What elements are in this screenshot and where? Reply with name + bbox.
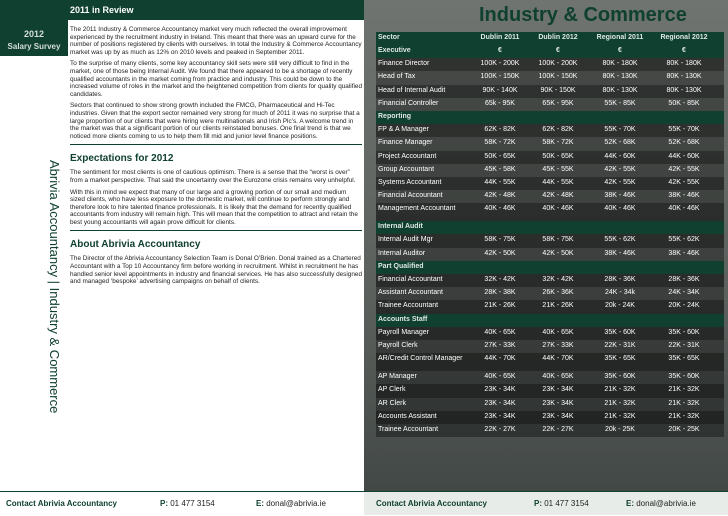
table-row: [376, 274, 724, 287]
salary-cell: 40K - 46K: [604, 205, 636, 213]
column-header: Sector: [378, 34, 400, 41]
salary-cell: 23K - 34K: [484, 386, 516, 394]
salary-cell: 42K - 50K: [484, 249, 516, 257]
row-label: Payroll Clerk: [378, 341, 418, 349]
table-row: [376, 327, 724, 340]
salary-cell: 80K - 180K: [602, 60, 638, 68]
salary-cell: 28K - 36K: [604, 276, 636, 283]
row-label: AR/Credit Control Manager: [378, 355, 463, 363]
salary-cell: 42K - 48K: [542, 192, 574, 200]
salary-cell: 44K - 60K: [668, 152, 700, 160]
salary-cell: 44K - 70K: [542, 355, 574, 363]
salary-cell: 21K - 26K: [484, 302, 516, 310]
salary-cell: 80K - 130K: [602, 73, 638, 81]
salary-cell: 90K - 140K: [482, 86, 518, 94]
salary-cell: 40K - 46K: [484, 205, 516, 213]
expectations-paragraph: With this in mind we expect that many of our large and a growing portion of our small and medium sized clients, who have less exposure to the domestic market, will continue to perform strongly and therefore look to hire talented finance professionals. It is likely that the demand for recently qualified accountants from industry will remain high. This will mean that the competition to attract and retain the best young accountants will again prove difficult for clients.: [70, 188, 358, 226]
salary-cell: 40K - 65K: [484, 373, 516, 381]
review-paragraph: The 2011 Industry & Commerce Accountancy market very much reflected the overall improvement experienced by the recruitment industry in Ireland. This meant that there was an upward curve for the number of positions registered by clients with ourselves. In total the Industry & Commerce Accountancy market was up by as much as 12% on 2010 levels and peaked in September 2011.: [70, 26, 362, 56]
salary-cell: 55K - 62K: [604, 236, 636, 244]
table-category-row: [376, 221, 724, 234]
salary-cell: 27K - 33K: [484, 341, 516, 349]
salary-cell: 42K - 55K: [668, 165, 700, 173]
footer-email: [626, 499, 696, 508]
phone-value: 01 477 3154: [170, 499, 215, 508]
salary-cell: 22K - 27K: [484, 425, 516, 433]
row-label: Financial Accountant: [378, 192, 443, 200]
salary-cell: 35K - 65K: [668, 355, 700, 363]
salary-cell: 80K - 130K: [666, 86, 702, 94]
salary-cell: 38K - 46K: [604, 249, 636, 257]
phone-value: 01 477 3154: [544, 499, 589, 508]
salary-cell: 38K - 46K: [668, 249, 700, 257]
salary-cell: 42K - 48K: [484, 192, 516, 200]
salary-cell: 42K - 55K: [604, 178, 636, 186]
row-label: Trainee Accountant: [378, 425, 439, 433]
about-paragraph: The Director of the Abrivia Accountancy Selection Team is Donal O’Brien. Donal trained as a Chartered Accountant with a Top 10 Accountancy firm before working in recruitment. Whilst in recruitment he has handled senior level appointments in industry and financial services. He has also successfully designed and managed ‘bespoke’ advertising campaigns on behalf of clients.: [70, 255, 363, 286]
row-label: Payroll Manager: [378, 328, 429, 336]
row-label: Trainee Accountant: [378, 302, 439, 310]
salary-cell: 35K - 60K: [668, 328, 700, 336]
page-title: Industry & Commerce: [479, 4, 687, 26]
phone-label: P:: [534, 499, 542, 508]
salary-cell: €: [618, 47, 622, 54]
table-row: [376, 203, 724, 221]
table-row: [376, 58, 724, 71]
row-label: Internal Auditor: [378, 249, 426, 257]
row-label: Project Accountant: [378, 152, 437, 160]
salary-cell: 40K - 46K: [542, 205, 574, 213]
salary-cell: 80K - 130K: [666, 73, 702, 81]
salary-cell: 65k - 95K: [485, 99, 515, 107]
salary-cell: 22K - 31K: [604, 341, 636, 349]
row-label: AP Manager: [378, 373, 417, 381]
salary-cell: 58K - 75K: [542, 236, 574, 244]
table-row: [376, 137, 724, 150]
row-label: Head of Tax: [378, 73, 416, 81]
salary-cell: 26K - 36K: [542, 289, 574, 297]
salary-cell: 35K - 65K: [604, 355, 636, 363]
salary-cell: 28K - 36K: [668, 276, 700, 283]
salary-cell: 42K - 50K: [542, 249, 574, 257]
salary-cell: 40K - 46K: [668, 205, 700, 213]
row-label: Finance Manager: [378, 139, 433, 147]
left-footer: [0, 491, 364, 516]
footer-phone: [534, 499, 589, 508]
table-row: [376, 411, 724, 424]
review-paragraph: Sectors that continued to show strong growth included the FMCG, Pharmaceutical and Hi-Tec industries. Given that the export sector remained very strong for much of 2011 it was no surprise that a large proportion of our clients that were hiring were multinationals and Irish Plc’s. A welcome trend in the market was that a significant portion of our clients reinstated bonuses. One final trend is that we noticed more clients coming to us to help them fill mid and junior level finance positions.: [70, 102, 360, 140]
salary-cell: 80K - 130K: [602, 86, 638, 94]
row-label: FP & A Manager: [378, 126, 429, 134]
salary-cell: 100K - 150K: [538, 73, 578, 81]
table-row: [376, 164, 724, 177]
column-header: Regional 2012: [660, 34, 708, 41]
salary-cell: 35K - 60K: [604, 328, 636, 336]
footer-phone: [160, 499, 215, 508]
salary-cell: 45K - 55K: [542, 165, 574, 173]
salary-cell: 21K - 32K: [604, 399, 636, 407]
salary-cell: 20K - 25K: [668, 425, 700, 433]
footer-contact: Contact Abrivia Accountancy: [376, 499, 487, 508]
table-row: [376, 424, 724, 437]
review-title: 2011 in Review: [70, 5, 134, 15]
expectations-heading: Expectations for 2012: [70, 153, 174, 165]
about-heading: About Abrivia Accountancy: [70, 239, 201, 251]
salary-cell: 23K - 34K: [542, 412, 574, 420]
row-label: AP Clerk: [378, 386, 406, 394]
column-header: Dublin 2012: [538, 34, 578, 41]
row-label: Accounts Staff: [378, 315, 428, 323]
table-row: [376, 151, 724, 164]
row-label: Systems Accountant: [378, 178, 442, 186]
row-label: Internal Audit: [378, 223, 423, 231]
table-row: [376, 85, 724, 98]
row-label: Group Accountant: [378, 165, 435, 173]
table-row: [376, 248, 724, 261]
table-row: [376, 300, 724, 313]
row-label: Financial Controller: [378, 99, 439, 107]
salary-cell: 21K - 32K: [604, 412, 636, 420]
salary-table: [376, 45, 724, 437]
salary-cell: 50K - 85K: [668, 99, 700, 107]
salary-cell: 100K - 150K: [480, 73, 520, 81]
table-row: [376, 177, 724, 190]
row-label: Assistant Accountant: [378, 289, 443, 297]
salary-cell: 55K - 85K: [604, 99, 636, 107]
table-header: [376, 32, 724, 45]
row-label: AR Clerk: [378, 399, 407, 407]
salary-cell: 62K - 82K: [542, 126, 574, 134]
table-row: [376, 190, 724, 203]
left-header-bar: [0, 0, 364, 20]
table-row: [376, 71, 724, 84]
salary-cell: 21K - 32K: [668, 399, 700, 407]
salary-cell: 58K - 72K: [484, 139, 516, 147]
salary-cell: 50K - 65K: [484, 152, 516, 160]
salary-cell: 20k - 24K: [605, 302, 635, 310]
salary-cell: 24K - 34K: [668, 289, 700, 297]
email-link[interactable]: donal@abrivia.ie: [266, 499, 326, 508]
salary-cell: 32K - 42K: [484, 276, 516, 283]
salary-cell: 28K - 38K: [484, 289, 516, 297]
salary-cell: 65K - 95K: [542, 99, 574, 107]
salary-cell: 62K - 82K: [484, 126, 516, 134]
salary-cell: 55K - 70K: [668, 126, 700, 134]
row-label: Executive: [378, 47, 411, 54]
salary-cell: 42K - 55K: [668, 178, 700, 186]
salary-cell: 58K - 72K: [542, 139, 574, 147]
salary-cell: 35K - 60K: [604, 373, 636, 381]
table-row: [376, 353, 724, 371]
salary-cell: €: [498, 47, 502, 54]
vertical-title: Abrivia Accountancy | Industry & Commerce: [47, 160, 62, 414]
salary-cell: 44K - 70K: [484, 355, 516, 363]
salary-cell: 23K - 34K: [484, 412, 516, 420]
survey-year: 2012: [23, 29, 45, 39]
table-row: [376, 234, 724, 247]
table-category-row: [376, 111, 724, 124]
salary-cell: 23K - 34K: [484, 399, 516, 407]
table-row: [376, 398, 724, 411]
table-row: [376, 340, 724, 353]
salary-cell: 44K - 55K: [542, 178, 574, 186]
salary-cell: 40K - 65K: [542, 373, 574, 381]
salary-cell: 90K - 150K: [540, 86, 576, 94]
salary-cell: 100K - 200K: [538, 60, 578, 68]
row-label: Internal Audit Mgr: [378, 236, 433, 244]
row-label: Head of Internal Audit: [378, 86, 446, 94]
salary-cell: 21K - 32K: [604, 386, 636, 394]
salary-cell: 44K - 55K: [484, 178, 516, 186]
salary-cell: 32K - 42K: [542, 276, 574, 283]
salary-cell: 20K - 24K: [668, 302, 700, 310]
email-label: E:: [626, 499, 634, 508]
right-footer: [364, 491, 728, 515]
footer-contact: Contact Abrivia Accountancy: [6, 499, 117, 508]
salary-cell: 80K - 180K: [666, 60, 702, 68]
table-category-row: [376, 261, 724, 274]
table-row: [376, 384, 724, 397]
salary-cell: 21K - 32K: [668, 386, 700, 394]
phone-label: P:: [160, 499, 168, 508]
salary-cell: 55K - 62K: [668, 236, 700, 244]
row-label: Part Qualified: [378, 262, 424, 270]
salary-cell: 52K - 68K: [668, 139, 700, 147]
salary-cell: 23K - 34K: [542, 399, 574, 407]
salary-cell: 58K - 75K: [484, 236, 516, 244]
salary-cell: 42K - 55K: [604, 165, 636, 173]
table-row: [376, 371, 724, 384]
salary-cell: 23K - 34K: [542, 386, 574, 394]
table-row: [376, 124, 724, 137]
salary-cell: 52K - 68K: [604, 139, 636, 147]
salary-cell: 44K - 60K: [604, 152, 636, 160]
salary-cell: €: [556, 47, 560, 54]
salary-cell: 27K - 33K: [542, 341, 574, 349]
salary-cell: 100K - 200K: [480, 60, 520, 68]
salary-cell: 45K - 58K: [484, 165, 516, 173]
salary-cell: 55K - 70K: [604, 126, 636, 134]
salary-cell: 38K - 46K: [668, 192, 700, 200]
left-page: [0, 0, 364, 515]
row-label: Finance Director: [378, 60, 430, 68]
footer-email: [256, 499, 326, 508]
table-category-row: [376, 314, 724, 327]
row-label: Reporting: [378, 112, 412, 120]
column-header: Regional 2011: [596, 34, 644, 41]
row-label: Accounts Assistant: [378, 412, 437, 420]
column-header: Dublin 2011: [480, 34, 520, 41]
salary-cell: 22K - 31K: [668, 341, 700, 349]
divider: [70, 230, 362, 231]
salary-cell: €: [682, 47, 686, 54]
article-body: [70, 26, 362, 290]
salary-cell: 21K - 32K: [668, 412, 700, 420]
review-paragraph: To the surprise of many clients, some key accountancy skill sets were still very difficult to find in the market, one of those being Internal Audit. We found that there appeared to be a shortage of recently qualified accountants in the market coming from practice and industry. This could be down to the increased volume of roles in the market and the heightened competition from clients for quality qualified candidates.: [70, 60, 363, 98]
salary-cell: 40K - 65K: [484, 328, 516, 336]
salary-cell: 50K - 65K: [542, 152, 574, 160]
table-row: [376, 98, 724, 111]
table-row: [376, 287, 724, 300]
row-label: Financial Accountant: [378, 276, 443, 283]
email-link[interactable]: donal@abrivia.ie: [636, 499, 696, 508]
divider: [70, 144, 362, 145]
salary-cell: 24K - 34k: [605, 289, 635, 297]
salary-cell: 40K - 65K: [542, 328, 574, 336]
salary-cell: 22K - 27K: [542, 425, 574, 433]
salary-cell: 35K - 60K: [668, 373, 700, 381]
right-page: [364, 0, 728, 515]
survey-label: Salary Survey: [7, 42, 61, 51]
email-label: E:: [256, 499, 264, 508]
salary-cell: 21K - 26K: [542, 302, 574, 310]
table-category-row: [376, 45, 724, 58]
salary-cell: 38K - 46K: [604, 192, 636, 200]
salary-cell: 20k - 25K: [605, 425, 635, 433]
row-label: Management Accountant: [378, 205, 456, 213]
expectations-paragraph: The sentiment for most clients is one of cautious optimism. There is a sense that the “worst is over” from a market perspective. That said the uncertainty over the Eurozone crisis remains very unhelpful.: [70, 169, 356, 184]
